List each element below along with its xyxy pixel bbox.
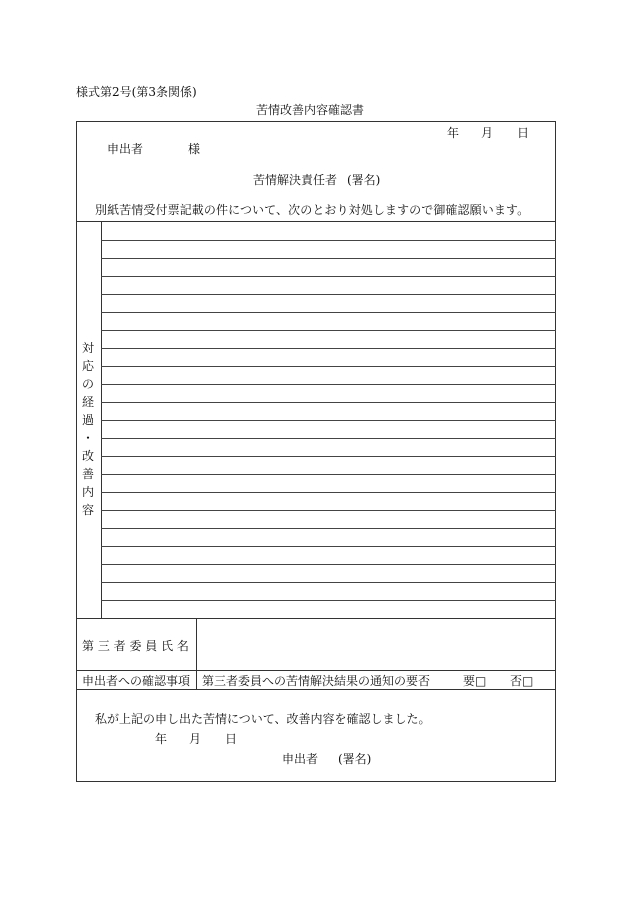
honorific-sama: 様 <box>188 142 201 156</box>
confirmation-top-divider <box>76 670 556 671</box>
third-party-divider <box>196 618 197 689</box>
third-party-name-field[interactable] <box>200 622 552 668</box>
ruled-line <box>101 402 556 403</box>
footer-date-day: 日 <box>225 732 238 746</box>
ruled-line <box>101 330 556 331</box>
confirmation-question: 第三者委員への苦情解決結果の通知の要否 <box>202 674 431 688</box>
responsible-signature-note: (署名) <box>347 173 381 187</box>
ruled-line <box>101 546 556 547</box>
ruled-line <box>101 492 556 493</box>
ruled-line <box>101 600 556 601</box>
applicant-label: 申出者 <box>107 142 144 156</box>
ruled-line <box>101 582 556 583</box>
ruled-line <box>101 510 556 511</box>
option-no-checkbox[interactable]: 否□ <box>510 674 534 688</box>
ruled-line <box>101 294 556 295</box>
footer-date-year: 年 <box>155 732 168 746</box>
option-yes-checkbox[interactable]: 要□ <box>463 674 487 688</box>
ruled-line <box>101 456 556 457</box>
ruled-line <box>101 276 556 277</box>
header-date-day: 日 <box>517 126 530 140</box>
form-number: 様式第2号(第3条関係) <box>76 85 197 99</box>
ruled-line <box>101 564 556 565</box>
ruled-line <box>101 366 556 367</box>
ruled-line <box>101 474 556 475</box>
footer-date-month: 月 <box>189 732 202 746</box>
response-section-label: 対 応 の 経 過 ・ 改 善 内 容 <box>81 341 94 517</box>
responsible-person-label: 苦情解決責任者 <box>253 173 338 187</box>
ruled-line <box>101 528 556 529</box>
header-date-year: 年 <box>447 126 460 140</box>
intro-text: 別紙苦情受付票記載の件について、次のとおり対処しますので御確認願います。 <box>95 203 530 217</box>
footer-signature-note: (署名) <box>338 752 372 766</box>
header-divider <box>76 221 556 222</box>
ruled-line <box>101 348 556 349</box>
confirmation-label: 申出者への確認事項 <box>82 674 191 688</box>
ruled-line <box>101 438 556 439</box>
confirmation-bottom-divider <box>76 689 556 690</box>
ruled-line <box>101 240 556 241</box>
ruled-line <box>101 420 556 421</box>
response-bottom-divider <box>76 618 556 619</box>
ruled-line <box>101 312 556 313</box>
ruled-line <box>101 258 556 259</box>
third-party-label: 第 三 者 委 員 氏 名 <box>82 639 189 653</box>
footer-applicant-label: 申出者 <box>282 752 319 766</box>
ruled-line <box>101 384 556 385</box>
footer-statement: 私が上記の申し出た苦情について、改善内容を確認しました。 <box>95 712 431 726</box>
header-date-month: 月 <box>481 126 494 140</box>
document-title: 苦情改善内容確認書 <box>256 103 365 117</box>
